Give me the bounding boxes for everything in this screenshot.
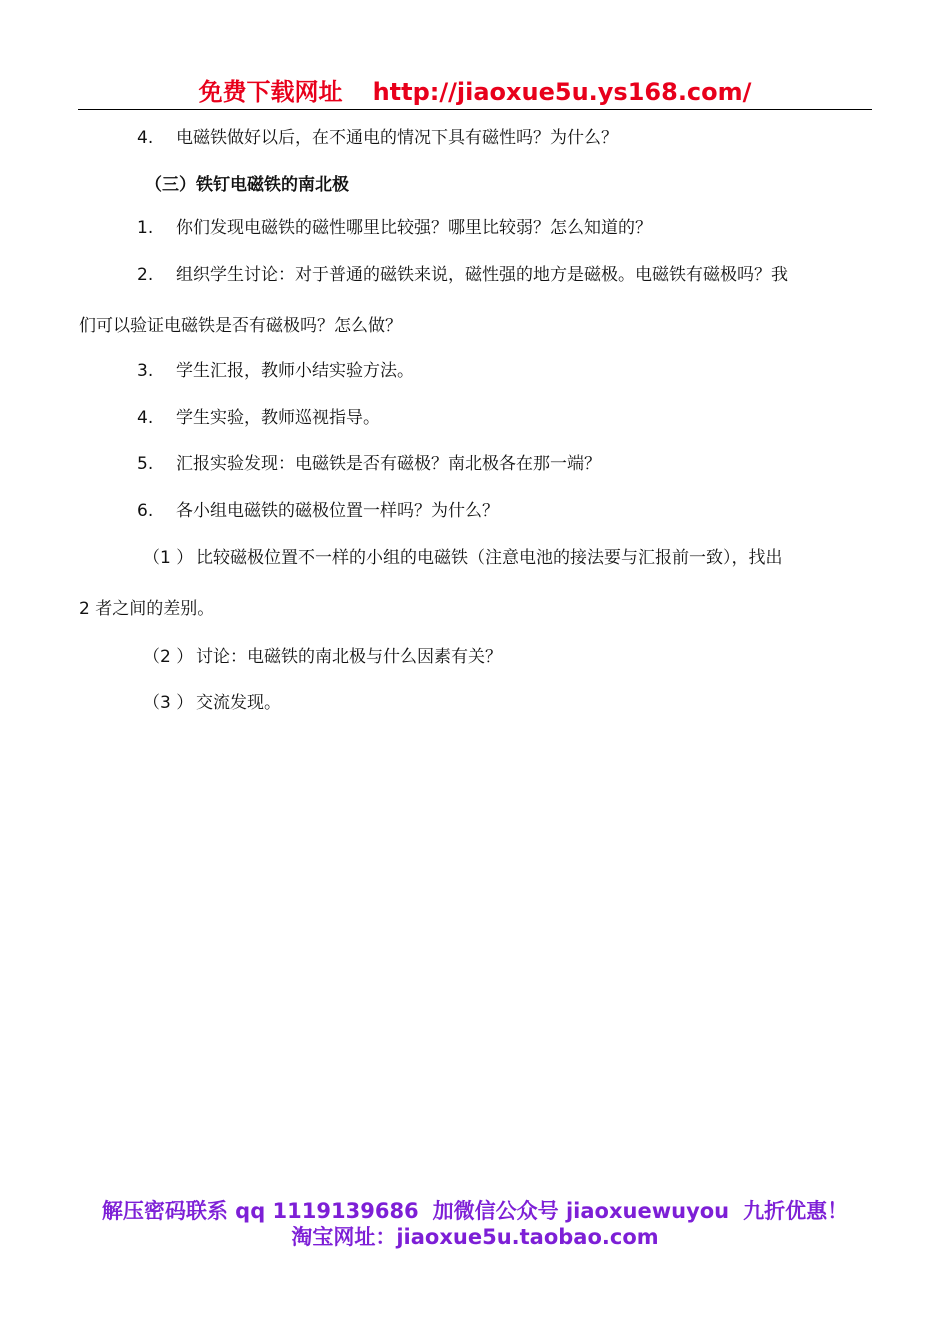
- item-text-continuation: 们可以验证电磁铁是否有磁极吗？怎么做？: [79, 316, 402, 336]
- subitem-label: （3 ）: [143, 693, 194, 713]
- footer-taobao-link[interactable]: 淘宝网址：jiaoxue5u.taobao.com: [291, 1225, 659, 1249]
- item-text: 电磁铁做好以后，在不通电的情况下具有磁性吗？为什么？: [176, 128, 618, 148]
- section-title: （三）铁钉电磁铁的南北极: [145, 175, 349, 195]
- footer-discount: 九折优惠！: [743, 1199, 849, 1223]
- item-number: 6.: [137, 501, 154, 521]
- subitem-text-continuation: 2 者之间的差别。: [79, 599, 215, 619]
- subitem-text: 交流发现。: [196, 693, 281, 713]
- item-number: 4.: [137, 408, 154, 428]
- item-text: 汇报实验发现：电磁铁是否有磁极？南北极各在那一端？: [176, 454, 601, 474]
- item-number: 2.: [137, 265, 154, 285]
- item-number: 4.: [137, 128, 154, 148]
- subitem-text: 讨论：电磁铁的南北极与什么因素有关？: [196, 647, 502, 667]
- subitem-text: 比较磁极位置不一样的小组的电磁铁（注意电池的接法要与汇报前一致），找出: [196, 548, 783, 568]
- footer-password-contact: 解压密码联系 qq 1119139686: [101, 1199, 419, 1223]
- footer-contact-line: [0, 1198, 950, 1224]
- footer-wechat: 加微信公众号 jiaoxuewuyou: [432, 1199, 730, 1223]
- subitem-label: （1 ）: [143, 548, 194, 568]
- item-number: 1.: [137, 218, 154, 238]
- item-number: 5.: [137, 454, 154, 474]
- item-text: 各小组电磁铁的磁极位置一样吗？为什么？: [176, 501, 499, 521]
- item-text: 你们发现电磁铁的磁性哪里比较强？哪里比较弱？怎么知道的？: [176, 218, 652, 238]
- item-text: 学生汇报，教师小结实验方法。: [176, 361, 414, 381]
- download-url[interactable]: http://jiaoxue5u.ys168.com/: [372, 78, 752, 106]
- page-header: [78, 76, 872, 110]
- subitem-label: （2 ）: [143, 647, 194, 667]
- item-text: 组织学生讨论：对于普通的磁铁来说，磁性强的地方是磁极。电磁铁有磁极吗？我: [176, 265, 788, 285]
- download-label: 免费下载网址: [198, 78, 343, 106]
- item-number: 3.: [137, 361, 154, 381]
- item-text: 学生实验，教师巡视指导。: [176, 408, 380, 428]
